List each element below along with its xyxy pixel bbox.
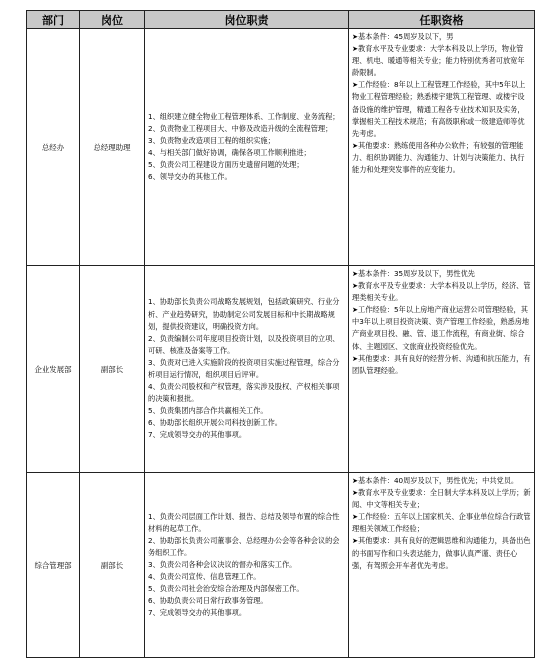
duties-cell (145, 266, 349, 473)
requirement-line: ➤教育水平及专业要求：全日制大学本科及以上学历；新闻、中文等相关专业； (352, 488, 531, 510)
requirements-cell (349, 29, 535, 266)
requirement-line: ➤工作经验：8年以上工程管理工作经验，其中5年以上物业工程管理经验；熟悉楼宇建筑工程管理、或楼宇设备设施的维护管理，精通工程各专业技术知识及实务，掌握相关工程技术规范；有高级职称或一级建造师等优先考虑。 (352, 80, 526, 138)
requirement-line: ➤工作经验：5年以上房地产商业运营公司管理经验，其中3年以上项目投资决策、资产管理工作经验，熟悉房地产商业项目投、融、管、退工作流程，有商业街、综合体、主题园区、文旅商业投资经验优先。 (352, 305, 530, 351)
duty-line: 4、与相关部门做好协调，确保各项工作顺利推进； (148, 148, 311, 157)
duty-line: 6、协助部长组织开展公司科技创新工作。 (148, 418, 282, 428)
duty-line: 5、负责公司工程建设方面历史遗留问题的处理； (148, 160, 304, 170)
requirement-line: ➤其他要求：熟练使用各种办公软件；有较强的管理能力、组织协调能力、沟通能力、计划与决策能力、执行能力和处理突发事件的应变能力。 (352, 140, 525, 175)
requirements-cell (349, 473, 535, 658)
table-row (27, 29, 535, 266)
requirement-line: ➤基本条件：35周岁及以下，男性优先 (352, 269, 475, 278)
requirement-line: ➤教育水平及专业要求：大学本科及以上学历，经济、管理类相关专业。 (352, 281, 531, 303)
duty-line: 1、负责公司层面工作计划、报告、总结及领导布置的综合性材料的起草工作。 (148, 511, 340, 533)
duty-line: 1、协助部长负责公司战略发展规划，包括政策研究、行业分析、产业趋势研究，协助制定公司发展目标和中长期战略规划，提供投资建议，明确投资方向。 (148, 297, 340, 331)
requirement-line: ➤教育水平及专业要求：大学本科及以上学历，物业管理、机电、暖通等相关专业；能力特别优秀者可放宽年龄限制。 (352, 44, 525, 78)
requirement-line: ➤基本条件：40周岁及以下，男性优先；中共党员。 (352, 476, 519, 485)
header-position: 岗位 (80, 11, 145, 29)
position-cell: 总经理助理 (80, 29, 145, 266)
header-dept: 部门 (27, 11, 80, 29)
position-cell: 副部长 (80, 473, 145, 658)
duties-cell (145, 473, 349, 658)
duties-cell (145, 29, 349, 266)
requirement-line: ➤基本条件：45周岁及以下，男 (352, 32, 454, 41)
dept-cell: 企业发展部 (27, 266, 80, 473)
requirement-line: ➤工作经验：五年以上国家机关、企事业单位综合行政管理相关领域工作经验； (352, 512, 531, 534)
duty-line: 2、负责物业工程项目大、中修及改造升级的全流程管理； (148, 123, 333, 133)
duty-line: 5、负责公司社会治安综合治理及内部保密工作。 (148, 584, 304, 594)
duty-line: 7、完成领导交办的其他事项。 (148, 608, 247, 618)
duty-line: 3、负责物业改造项目工程的组织实施； (148, 135, 275, 145)
duty-line: 1、组织建立健全物业工程管理体系、工作制度、业务流程； (148, 111, 340, 121)
duty-line: 4、负责公司宣传、信息管理工作。 (148, 572, 261, 582)
requirements-cell (349, 266, 535, 473)
duty-line: 5、负责集团内部合作共赢相关工作。 (148, 406, 268, 416)
duty-line: 4、负责公司股权和产权管理，落实涉及股权、产权相关事项的决策和报批。 (148, 382, 340, 404)
requirement-line: ➤其他要求：具有良好的经营分析、沟通和抗压能力，有团队管理经验。 (352, 353, 531, 375)
duty-line: 3、负责公司各种会议决议的督办和落实工作。 (148, 559, 297, 569)
dept-cell: 总经办 (27, 29, 80, 266)
job-table-container (26, 10, 534, 658)
dept-cell: 综合管理部 (27, 473, 80, 658)
duty-line: 3、负责对已进入实施阶段的投资项目实施过程管理，综合分析项目运行情况，组织项目后评审。 (148, 357, 340, 379)
position-cell: 副部长 (80, 266, 145, 473)
duty-line: 2、协助部长负责公司董事会、总经理办公会等各种会议的会务组织工作。 (148, 535, 340, 557)
duty-line: 6、协助负责公司日常行政事务管理。 (148, 596, 268, 606)
table-header-row (27, 11, 535, 29)
duty-line: 6、领导交办的其他工作。 (148, 172, 232, 182)
job-table (26, 10, 535, 658)
duty-line: 7、完成领导交办的其他事项。 (148, 430, 247, 440)
table-row (27, 266, 535, 473)
requirement-line: ➤其他要求：具有良好的逻辑思维和沟通能力，具备出色的书面写作和口头表达能力，做事认真严谨、责任心强，有驾照会开车者优先考虑。 (352, 536, 531, 570)
table-row (27, 473, 535, 658)
header-duties: 岗位职责 (145, 11, 349, 29)
header-requirements: 任职资格 (349, 11, 535, 29)
duty-line: 2、负责编制公司年度项目投资计划，以及投资项目的立项、可研、核准及备案等工作。 (148, 333, 340, 355)
